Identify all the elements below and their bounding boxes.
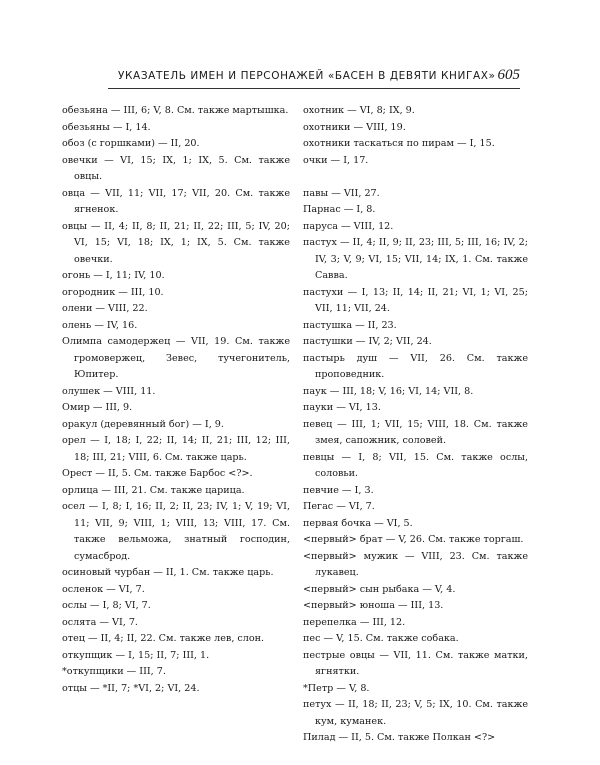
index-entry: оракул (деревянный бог) — I, 9. <box>62 418 224 430</box>
index-entry: пауки — VI, 13. <box>303 402 381 413</box>
index-entry: откупщик — I, 15; II, 7; III, 1. <box>62 649 210 661</box>
index-entry: олушек — VIII, 11. <box>62 385 156 397</box>
index-column-right <box>303 103 528 747</box>
index-entry: пестрые овцы — VII, 11. См. также матки, ягнятки. <box>303 649 528 677</box>
index-entry: пастухи — I, 13; II, 14; II, 21; VI, 1; VI, 25; VII, 11; VII, 24. <box>303 286 528 314</box>
index-entry: <первый> мужик — VIII, 23. См. также лукавец. <box>303 550 528 578</box>
index-entry: охотники — VIII, 19. <box>303 121 406 133</box>
index-entry: Парнас — I, 8. <box>303 204 376 215</box>
index-entry: отец — II, 4; II, 22. См. также лев, слон. <box>62 633 265 644</box>
index-entry: олени — VIII, 22. <box>62 303 148 314</box>
index-entry: певчие — I, 3. <box>303 484 374 496</box>
index-entry: Пегас — VI, 7. <box>303 501 375 512</box>
index-entry: *откупщики — III, 7. <box>62 666 166 677</box>
running-title: УКАЗАТЕЛЬ ИМЕН И ПЕРСОНАЖЕЙ «БАСЕН В ДЕВЯТИ КНИГАХ» <box>118 70 496 82</box>
section-gap <box>303 169 528 186</box>
index-entry: Пилад — II, 5. См. также Полкан <?> <box>303 732 496 743</box>
index-entry: охотник — VI, 8; IX, 9. <box>303 105 415 116</box>
index-entry: певцы — I, 8; VII, 15. См. также ослы, соловьи. <box>303 451 528 479</box>
index-column-left <box>62 103 290 697</box>
index-entry: обезьяна — III, 6; V, 8. См. также мартышка. <box>62 105 289 116</box>
page-number: 605 <box>497 67 520 83</box>
index-entry: пастушка — II, 23. <box>303 319 397 331</box>
index-entry: овцы — II, 4; II, 8; II, 21; II, 22; III, 5; IV, 20; VI, 15; VI, 18; IX, 1; IX, 5. См. также овечки. <box>62 220 290 265</box>
index-entry: *Петр — V, 8. <box>303 682 370 694</box>
index-entry: осиновый чурбан — II, 1. См. также царь. <box>62 567 274 578</box>
index-entry: певец — III, 1; VII, 15; VIII, 18. См. также змея, сапожник, соловей. <box>303 418 528 446</box>
index-entry: пес — V, 15. См. также собака. <box>303 633 459 644</box>
index-entry: <первый> брат — V, 26. См. также торгаш. <box>303 534 524 545</box>
index-entry: охотники таскаться по пирам — I, 15. <box>303 138 495 149</box>
index-entry: олень — IV, 16. <box>62 319 138 331</box>
index-entry: овечки — VI, 15; IX, 1; IX, 5. См. также овцы. <box>62 154 290 182</box>
index-entry: пастух — II, 4; II, 9; II, 23; III, 5; III, 16; IV, 2; IV, 3; V, 9; VI, 15; VII, 14; IX, 1. См. также Савва. <box>303 237 528 281</box>
index-entry: отцы — *II, 7; *VI, 2; VI, 24. <box>62 682 200 694</box>
index-entry: обоз (с горшками) — II, 20. <box>62 138 200 149</box>
index-entry: ослы — I, 8; VI, 7. <box>62 600 151 611</box>
index-entry: осленок — VI, 7. <box>62 583 145 595</box>
index-entry: орлица — III, 21. См. также царица. <box>62 484 245 496</box>
index-entry: орел — I, 18; I, 22; II, 14; II, 21; III, 12; III, 18; III, 21; VIII, 6. См. также царь. <box>62 435 290 463</box>
index-entry: первая бочка — VI, 5. <box>303 517 413 529</box>
index-entry: Орест — II, 5. См. также Барбос <?>. <box>62 468 253 479</box>
index-entry: огонь — I, 11; IV, 10. <box>62 270 165 281</box>
index-entry: очки — I, 17. <box>303 154 369 166</box>
index-entry: Омир — III, 9. <box>62 402 133 413</box>
index-entry: овца — VII, 11; VII, 17; VII, 20. См. также ягненок. <box>62 187 290 215</box>
index-entry: ослята — VI, 7. <box>62 616 138 628</box>
index-entry: петух — II, 18; II, 23; V, 5; IX, 10. См. также кум, куманек. <box>303 699 528 727</box>
index-entry: паук — III, 18; V, 16; VI, 14; VII, 8. <box>303 385 474 397</box>
running-header <box>108 66 520 88</box>
index-entry: пастушки — IV, 2; VII, 24. <box>303 336 432 347</box>
index-entry: паруса — VIII, 12. <box>303 220 394 232</box>
index-entry: пастырь душ — VII, 26. См. также проповедник. <box>303 352 528 380</box>
index-entry: огородник — III, 10. <box>62 286 164 298</box>
index-entry: Олимпа самодержец — VII, 19. См. также громовержец, Зевес, тучегонитель, Юпитер. <box>62 336 290 380</box>
index-entry: <первый> сын рыбака — V, 4. <box>303 583 456 595</box>
index-entry: <первый> юноша — III, 13. <box>303 600 444 611</box>
index-entry: обезьяны — I, 14. <box>62 121 151 133</box>
index-entry: павы — VII, 27. <box>303 187 380 199</box>
index-entry: осел — I, 8; I, 16; II, 2; II, 23; IV, 1; V, 19; VI, 11; VII, 9; VIII, 1; VIII, 13; VIII, 17. См. также вельможа, знатный господин, сумасброд. <box>62 501 290 562</box>
index-entry: перепелка — III, 12. <box>303 616 406 628</box>
header-rule <box>108 88 520 89</box>
